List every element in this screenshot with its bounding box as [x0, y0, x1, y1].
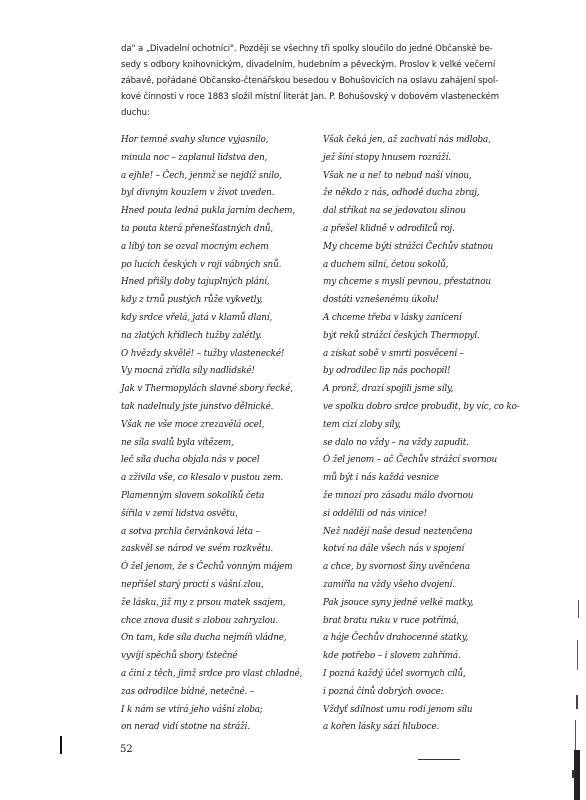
poem-line: a ejhle! – Čech, jenmž se nejdíž snilo, — [121, 170, 282, 181]
poem-line: Pak jsouce syny jedné velké matky, — [323, 597, 474, 608]
poem-line: Vždyť sdílnost umu rodí jenom sílu — [323, 704, 473, 715]
footer-rule — [418, 759, 460, 760]
left-margin-mark — [60, 736, 62, 754]
poem-line: šířila v zemi lidstva osvětu, — [121, 508, 238, 519]
poem-line: byl divným kouzlem v život uveden. — [121, 188, 275, 199]
poem-line: Ó žel jenom – ač Čechův strážcí svornou — [323, 455, 498, 466]
intro-line: da" a „Divadelní ochotníci". Později se všechny tři spolky sloučilo do jedné Občanské be- — [121, 44, 493, 54]
intro-paragraph — [121, 41, 521, 121]
poem-line: že někdo z nás, odhodě ducha zbraj, — [323, 188, 480, 199]
poem-line: My chceme býti strážci Čechův statnou — [323, 241, 494, 252]
poem-line: a duchem silní, četou sokolů, — [323, 259, 449, 270]
poem-right-column — [323, 132, 528, 737]
intro-line: duchu: — [121, 108, 150, 118]
poem-line: a kořen lásky sází hluboce. — [323, 722, 440, 733]
poem-left-column — [121, 132, 321, 737]
poem-line: I pozná každý účel svornych cílů, — [323, 668, 466, 679]
poem-line: po lucích českých v roji vábných snů. — [121, 259, 282, 270]
poem-line: tak nadelnuly jste junstvo dělnické. — [121, 401, 274, 412]
poem-line: minula noc – zaplanul lidstva den, — [121, 152, 268, 163]
intro-line: sedy s odbory knihovnickým, divadelním, hudebním a pěveckým. Proslov k velké večerní — [121, 60, 496, 70]
poem-line: kdy z trnů pustých růže vykvetly, — [121, 295, 263, 306]
poem-line: tem cizí zloby síly, — [323, 419, 401, 430]
poem-line: zamířla na vždy všeho dvojení. — [323, 579, 455, 590]
poem-line: A pronž, drazí spojili jsme síly, — [323, 384, 454, 395]
poem-line: Plamenným slovem sokolíků četa — [121, 490, 265, 501]
poem-line: O hvězdy skvělé! – tužby vlastenecké! — [121, 348, 285, 359]
poem-line: brat bratu ruku v ruce potřímá, — [323, 615, 459, 626]
poem-line: Však ne a ne! to nebud naší vinou, — [323, 170, 472, 181]
poem-line: se dalo no vždy – na vždy zapudit. — [323, 437, 469, 448]
poem-line: ne síla svalů byla vítězem, — [121, 437, 234, 448]
poem-line: a líbý ton se ozval mocným echem — [121, 241, 269, 252]
poem-line: ve spolku dobro srdce probudit, by víc, co ko- — [323, 401, 520, 412]
poem-line: si oddělili od nás vinice! — [323, 508, 427, 519]
poem-line: Hned pouta ledná pukla jarním dechem, — [121, 206, 295, 217]
poem-line: leč síla ducha objala nás v pocel — [121, 455, 260, 466]
poem-line: ta pouta která přenešťastných dnů, — [121, 223, 274, 234]
poem-line: být reků strážcí českých Thermopyl. — [323, 330, 480, 341]
poem-line: a získat sobě v smrti posvěcení – — [323, 348, 464, 359]
poem-line: kotví na dále všech nás v spojení — [323, 544, 465, 555]
poem-line: a chce, by svornost šiny uvěnčena — [323, 562, 470, 573]
poem-line: by odrodilec lip nás pochopil! — [323, 366, 451, 377]
poem-line: Hor temné svahy slunce vyjasnilo, — [121, 135, 269, 145]
poem-line: on nerad vidí stotne na stráži. — [121, 722, 250, 733]
poem-line: A chceme třeba v lásky zanícení — [323, 312, 462, 323]
poem-line: my chceme s myslí pevnou, přestatnou — [323, 277, 491, 288]
page-number: 52 — [120, 744, 133, 755]
poem-line: a činí z těch, jimž srdce pro vlast chladné, — [121, 668, 303, 679]
poem-line: dal stříkat na se jedovatou slinou — [323, 206, 466, 217]
poem-line: a přešel klidně v odrodilců roj. — [323, 223, 455, 234]
poem-line: Jak v Thermopylách slavné sbory řecké, — [121, 384, 293, 395]
poem-line: mů být i nás každá vesnice — [323, 473, 439, 484]
poem-line: Ó žel jenom, že s Čechů vonným májem — [121, 562, 293, 573]
poem-line: Hned přišly doby tajuplných plání, — [121, 277, 270, 288]
poem-line: že mnozí pro zásadu málo dvornou — [323, 490, 474, 501]
poem-line: a sotva prchla červánková léta – — [121, 526, 260, 537]
scan-edge-artifact — [572, 600, 582, 800]
poem-line: kde potřebo – i slovem zahřímá. — [323, 651, 461, 662]
poem-line: jež šíní stopy hnusem rozráží. — [323, 152, 451, 163]
poem-line: zaskvěl se národ ve svém rozkvětu. — [121, 544, 274, 555]
poem-line: nepřišel starý proctí s vášní zlou, — [121, 579, 264, 590]
poem-line: že lásku, již my z prsou matek ssajem, — [121, 597, 286, 608]
poem-line: I k nám se vtírá jeho vášní zloba; — [121, 704, 263, 715]
poem-line: dostáti vznešenému úkolu! — [323, 295, 439, 306]
poem-line: Však čeká jen, až zachvatí nás mdloba, — [323, 135, 491, 145]
poem-line: Však ne vše moce zrezavělá ocel, — [121, 419, 265, 430]
poem-line: zas odrodilce bídné, netečné. – — [121, 686, 255, 697]
poem-line: a zživila vše, co klesalo v pustou zem. — [121, 473, 284, 484]
intro-line: kové činnosti v roce 1883 složil místní literát Jan. P. Bohušovský v dobovém vlasteneckém — [121, 92, 500, 102]
poem-line: chce znova dusit s zlobou zahryzlou. — [121, 615, 279, 626]
poem-line: On tam, kde síla ducha nejmíň vládne, — [121, 633, 287, 644]
intro-line: zábavě, pořádané Občansko-čtenářskou besedou v Bohušovicích na oslavu zahájení spol- — [121, 76, 499, 86]
poem-line: vyvíjí spěchů sbory ťstečné — [121, 651, 238, 662]
poem-line: a háje Čechův drahocenné statky, — [323, 633, 469, 644]
poem-line: i pozná činů dobrých ovoce: — [323, 686, 444, 697]
poem-line: na zlatých křídlech tužby zalétly. — [121, 330, 262, 341]
poem-line: Než nadějí naše desud neztenčena — [323, 526, 473, 537]
poem-line: Vy mocná zřídla síly nadlidské! — [121, 366, 255, 377]
poem-line: kdy srdce vřelá, jatá v klamů dlaní, — [121, 312, 273, 323]
